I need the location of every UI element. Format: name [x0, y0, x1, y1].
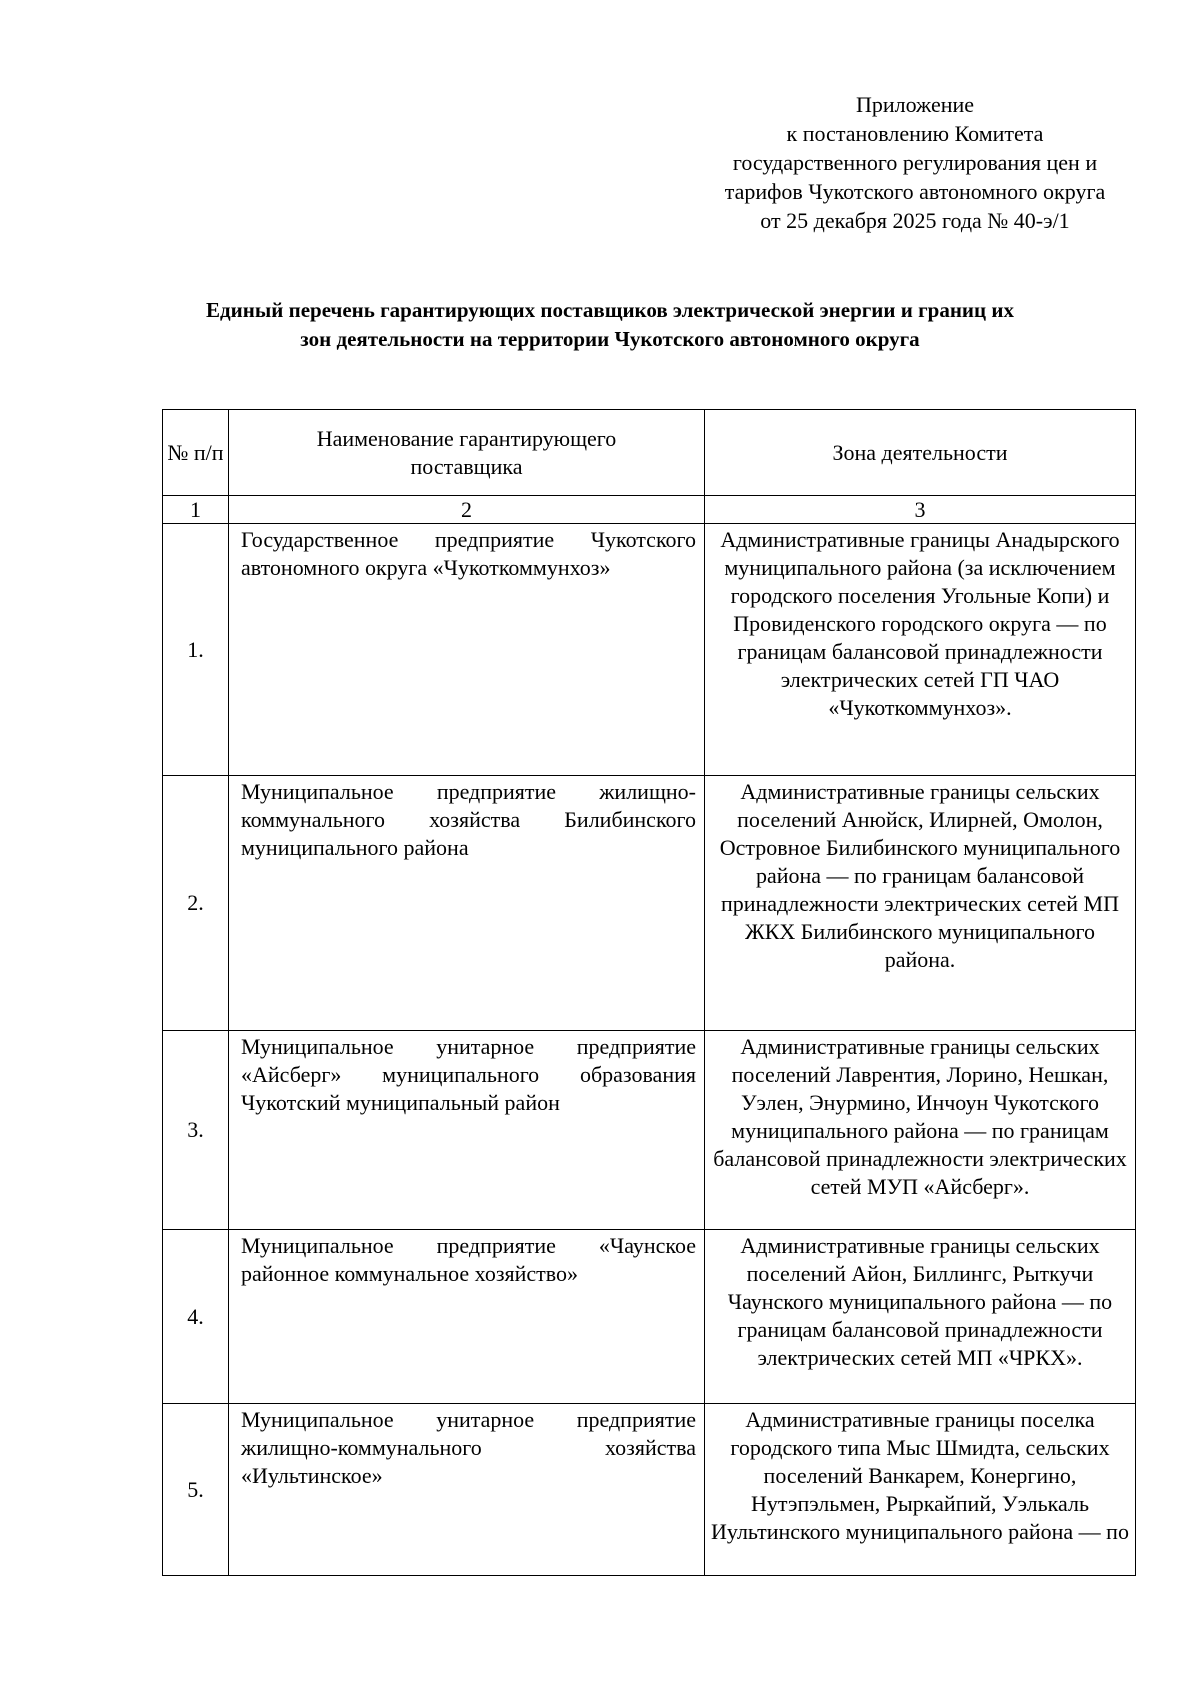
row-number: 5.	[163, 1404, 229, 1576]
header-supplier-name	[229, 410, 705, 496]
row-number: 2.	[163, 776, 229, 1031]
supplier-name: Муниципальное предприятие жилищно-коммунального хозяйства Билибинского муниципального района	[229, 776, 705, 1031]
appendix-line: от 25 декабря 2025 года № 40-э/1	[760, 208, 1070, 233]
supplier-name: Государственное предприятие Чукотского автономного округа «Чукоткоммунхоз»	[229, 524, 705, 776]
column-index-row	[163, 496, 1136, 524]
supplier-name: Муниципальное унитарное предприятие жилищно-коммунального хозяйства «Иультинское»	[229, 1404, 705, 1576]
zone-description: Административные границы сельских поселений Лаврентия, Лорино, Нешкан, Уэлен, Энурмино, Инчоун Чукотского муниципального района — по границам балансовой принадлежности электрических сетей МУП «Айсберг».	[705, 1031, 1136, 1230]
appendix-line: государственного регулирования цен и	[732, 150, 1098, 175]
table-row	[163, 1230, 1136, 1404]
row-number: 3.	[163, 1031, 229, 1230]
header-zone	[705, 410, 1136, 496]
suppliers-table	[162, 409, 1136, 1576]
header-supplier-label: Наименование гарантирующего поставщика	[316, 425, 617, 479]
table-header-row	[163, 410, 1136, 496]
supplier-name: Муниципальное унитарное предприятие «Айсберг» муниципального образования Чукотский муниципальный район	[229, 1031, 705, 1230]
table-row	[163, 1031, 1136, 1230]
header-zone-label: Зона деятельности	[832, 439, 1008, 465]
column-index-cell: 1	[163, 496, 229, 524]
table-row	[163, 1404, 1136, 1576]
appendix-header	[690, 90, 1140, 235]
document-title	[130, 296, 1090, 354]
zone-description: Административные границы сельских поселений Анюйск, Илирней, Омолон, Островное Билибинского муниципального района — по границам балансовой принадлежности электрических сетей МП ЖКХ Билибинского муниципального района.	[705, 776, 1136, 1031]
table-row	[163, 776, 1136, 1031]
title-line: зон деятельности на территории Чукотского автономного округа	[300, 327, 920, 351]
row-number: 4.	[163, 1230, 229, 1404]
table-row	[163, 524, 1136, 776]
column-index-cell: 2	[229, 496, 705, 524]
header-number-label: № п/п	[167, 439, 224, 465]
zone-description: Административные границы Анадырского муниципального района (за исключением городского поселения Угольные Копи) и Провиденского городского округа — по границам балансовой принадлежности электрических сетей ГП ЧАО «Чукоткоммунхоз».	[705, 524, 1136, 776]
header-number	[163, 410, 229, 496]
appendix-line: к постановлению Комитета	[786, 121, 1044, 146]
column-index-cell: 3	[705, 496, 1136, 524]
appendix-line: тарифов Чукотского автономного округа	[724, 179, 1106, 204]
row-number: 1.	[163, 524, 229, 776]
supplier-name: Муниципальное предприятие «Чаунское районное коммунальное хозяйство»	[229, 1230, 705, 1404]
zone-description: Административные границы сельских поселений Айон, Биллингс, Рыткучи Чаунского муниципального района — по границам балансовой принадлежности электрических сетей МП «ЧРКХ».	[705, 1230, 1136, 1404]
zone-description: Административные границы поселка городского типа Мыс Шмидта, сельских поселений Ванкарем, Конергино, Нутэпэльмен, Рыркайпий, Уэлькаль Иультинского муниципального района — по	[705, 1404, 1136, 1576]
title-line: Единый перечень гарантирующих поставщиков электрической энергии и границ их	[206, 298, 1014, 322]
appendix-line: Приложение	[855, 92, 975, 117]
